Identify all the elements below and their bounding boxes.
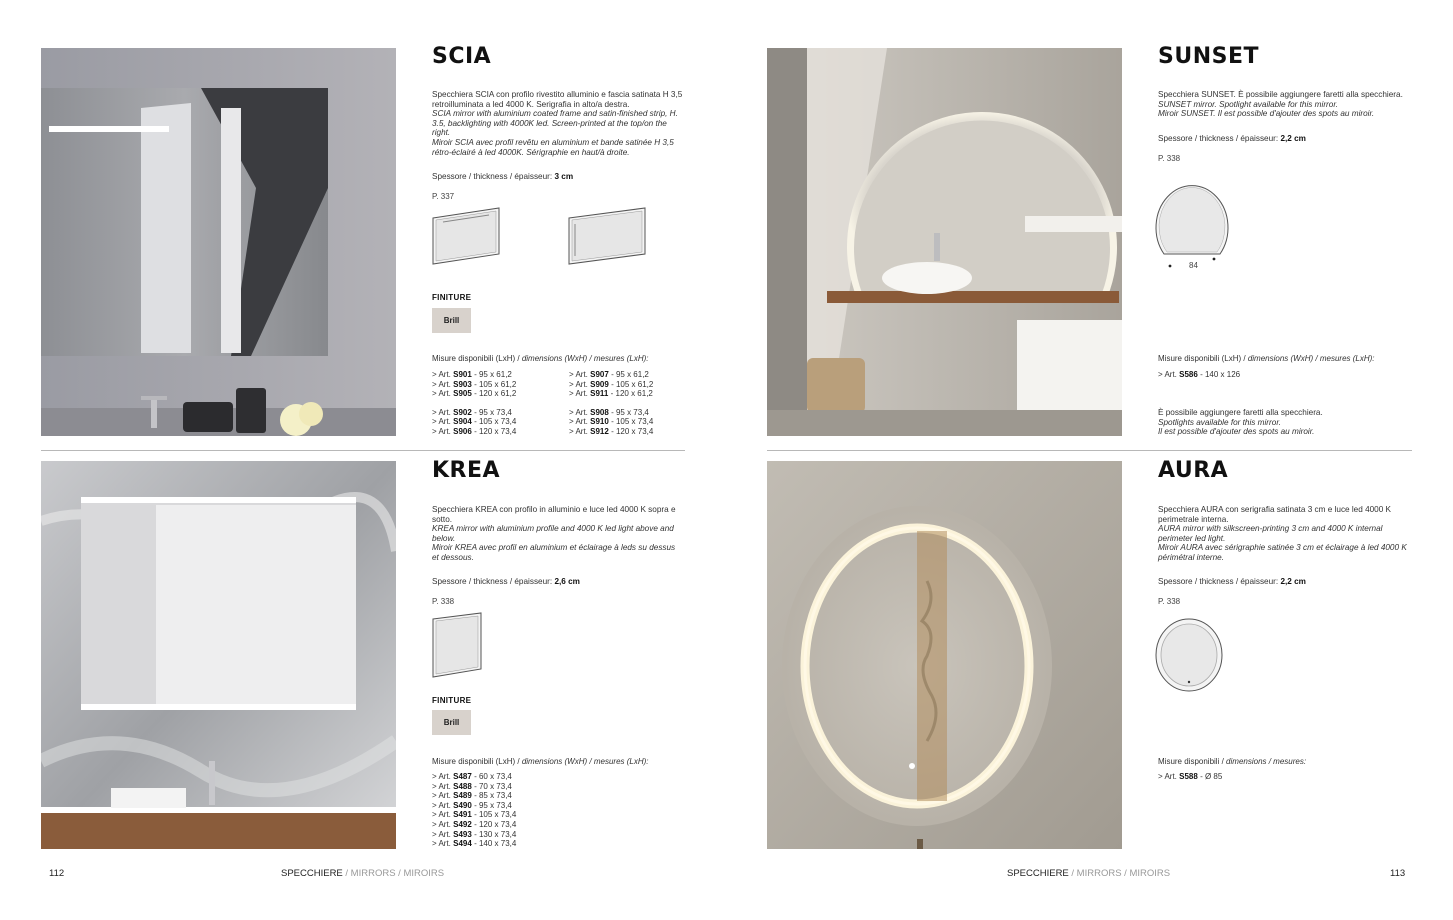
aura-description xyxy=(1158,505,1414,563)
krea-thickness xyxy=(432,577,580,587)
list-item: > Art. S907 - 95 x 61,2 xyxy=(569,370,649,379)
list-item: > Art. S586 - 140 x 126 xyxy=(1158,370,1241,379)
sunset-page-ref: P. 338 xyxy=(1158,154,1181,163)
sunset-thickness xyxy=(1158,134,1306,144)
list-item: > Art. S588 - Ø 85 xyxy=(1158,772,1223,781)
sunset-dimension-label: 84 xyxy=(1189,261,1198,270)
sunset-desc-it: Specchiera SUNSET. È possibile aggiungere faretti alla specchiera. xyxy=(1158,90,1403,99)
list-item: > Art. S912 - 120 x 73,4 xyxy=(569,426,654,436)
scia-photo xyxy=(41,48,396,436)
sunset-desc-en: SUNSET mirror. Spotlight available for this mirror. xyxy=(1158,99,1339,109)
list-item: > Art. S488 - 70 x 73,4 xyxy=(432,781,512,791)
sunset-measures-header xyxy=(1158,354,1375,363)
sunset-drawing xyxy=(1150,174,1232,274)
list-item: > Art. S493 - 130 x 73,4 xyxy=(432,829,517,839)
krea-measures-it: Misure disponibili (LxH) / xyxy=(432,757,520,766)
krea-drawing xyxy=(431,611,485,679)
krea-thickness-label: Spessore / thickness / épaisseur: xyxy=(432,577,553,586)
right-footer-section xyxy=(1007,868,1170,879)
list-item: > Art. S903 - 105 x 61,2 xyxy=(432,379,517,389)
sunset-thickness-value: 2,2 cm xyxy=(1280,134,1306,143)
sunset-note-fr: Il est possible d'ajouter des spots au miroir. xyxy=(1158,427,1315,437)
footer-section-sub: / MIRRORS / MIROIRS xyxy=(1071,868,1171,879)
krea-title: KREA xyxy=(432,458,501,483)
sunset-measures-other: dimensions (WxH) / mesures (LxH): xyxy=(1247,354,1375,363)
krea-measures-header xyxy=(432,757,649,766)
scia-description xyxy=(432,90,684,157)
aura-thickness-value: 2,2 cm xyxy=(1280,577,1306,586)
list-item: > Art. S902 - 95 x 73,4 xyxy=(432,407,512,417)
right-section-divider xyxy=(767,450,1412,451)
aura-thickness xyxy=(1158,577,1306,587)
aura-desc-it: Specchiera AURA con serigrafia satinata 3 cm e luce led 4000 K perimetrale interna. xyxy=(1158,505,1392,524)
list-item: > Art. S491 - 105 x 73,4 xyxy=(432,810,517,820)
list-item: > Art. S909 - 105 x 61,2 xyxy=(569,379,654,389)
list-item: > Art. S494 - 140 x 73,4 xyxy=(432,839,517,849)
aura-thickness-label: Spessore / thickness / épaisseur: xyxy=(1158,577,1279,586)
aura-measures-other: dimensions / mesures: xyxy=(1226,757,1307,766)
krea-thickness-value: 2,6 cm xyxy=(554,577,580,586)
sunset-desc-fr: Miroir SUNSET. Il est possible d'ajouter des spots au miroir. xyxy=(1158,109,1375,119)
krea-finish-swatch: Brill xyxy=(432,710,471,735)
scia-measures-header xyxy=(432,354,649,363)
scia-measures-it: Misure disponibili (LxH) / xyxy=(432,354,520,363)
footer-section-main: SPECCHIERE xyxy=(1007,868,1069,879)
left-section-divider xyxy=(41,450,685,451)
krea-photo xyxy=(41,461,396,849)
scia-desc-it: Specchiera SCIA con profilo rivestito alluminio e fascia satinata H 3,5 retroilluminata a led 4000 K. Serigrafia in alto/a destra. xyxy=(432,90,683,109)
sunset-note-en: Spotlights available for this mirror. xyxy=(1158,417,1282,427)
scia-measures-other: dimensions (WxH) / mesures (LxH): xyxy=(521,354,649,363)
scia-desc-en: SCIA mirror with aluminium coated frame and satin-finished strip, H. 3.5, backlighting with 4000K led. Screen-printed at the top/on the right. xyxy=(432,109,678,138)
scia-finish-swatch: Brill xyxy=(432,308,471,333)
sunset-photo xyxy=(767,48,1122,436)
krea-measures-other: dimensions (WxH) / mesures (LxH): xyxy=(521,757,649,766)
list-item: > Art. S489 - 85 x 73,4 xyxy=(432,791,512,801)
list-item: > Art. S492 - 120 x 73,4 xyxy=(432,819,517,829)
scia-title: SCIA xyxy=(432,44,492,69)
sunset-measures-it: Misure disponibili (LxH) / xyxy=(1158,354,1246,363)
scia-finish-label: FINITURE xyxy=(432,293,472,302)
left-page-number: 112 xyxy=(49,868,65,879)
krea-desc-en: KREA mirror with aluminium profile and 4000 K led light above and below. xyxy=(432,524,674,543)
scia-drawing-2 xyxy=(567,206,649,266)
list-item: > Art. S487 - 60 x 73,4 xyxy=(432,772,512,781)
aura-articles xyxy=(1158,772,1222,782)
footer-section-sub: / MIRRORS / MIROIRS xyxy=(345,868,445,879)
sunset-note-it: È possibile aggiungere faretti alla specchiera. xyxy=(1158,408,1323,417)
scia-thickness-value: 3 cm xyxy=(554,172,574,181)
scia-articles-col2 xyxy=(569,370,653,437)
aura-photo xyxy=(767,461,1122,849)
aura-title: AURA xyxy=(1158,458,1229,483)
left-footer-section xyxy=(281,868,444,879)
scia-articles-col1 xyxy=(432,370,516,437)
list-item: > Art. S906 - 120 x 73,4 xyxy=(432,426,517,436)
krea-finish-label: FINITURE xyxy=(432,696,472,705)
sunset-thickness-label: Spessore / thickness / épaisseur: xyxy=(1158,134,1279,143)
sunset-note xyxy=(1158,408,1418,437)
aura-measures-header xyxy=(1158,757,1306,766)
scia-desc-fr: Miroir SCIA avec profil revêtu en aluminium et bande satinée H 3,5 rétro-éclairé à led 4000K. Sérigraphie en haut/à droite. xyxy=(432,137,674,157)
krea-articles xyxy=(432,772,516,849)
krea-description xyxy=(432,505,684,563)
list-item: > Art. S910 - 105 x 73,4 xyxy=(569,417,654,427)
scia-thickness-label: Spessore / thickness / épaisseur: xyxy=(432,172,553,181)
aura-page-ref: P. 338 xyxy=(1158,597,1181,606)
aura-desc-en: AURA mirror with silkscreen-printing 3 cm and 4000 K internal perimeter led light. xyxy=(1158,524,1383,543)
aura-desc-fr: Miroir AURA avec sérigraphie satinée 3 cm et éclairage à led 4000 K périmétral interne. xyxy=(1158,543,1407,562)
sunset-title: SUNSET xyxy=(1158,44,1260,69)
right-page-number: 113 xyxy=(1390,868,1406,879)
list-item: > Art. S908 - 95 x 73,4 xyxy=(569,407,649,417)
footer-section-main: SPECCHIERE xyxy=(281,868,343,879)
list-item: > Art. S905 - 120 x 61,2 xyxy=(432,389,517,399)
sunset-articles xyxy=(1158,370,1240,380)
aura-measures-it: Misure disponibili / xyxy=(1158,757,1224,766)
list-item: > Art. S490 - 95 x 73,4 xyxy=(432,800,512,810)
sunset-description xyxy=(1158,90,1418,119)
scia-drawing-1 xyxy=(431,206,503,266)
list-item: > Art. S904 - 105 x 73,4 xyxy=(432,417,517,427)
list-item: > Art. S911 - 120 x 61,2 xyxy=(569,389,653,399)
aura-drawing xyxy=(1152,616,1226,694)
scia-thickness xyxy=(432,172,573,182)
list-item: > Art. S901 - 95 x 61,2 xyxy=(432,370,512,379)
krea-desc-fr: Miroir KREA avec profil en aluminium et éclairage à leds su dessus et dessous. xyxy=(432,543,676,562)
scia-page-ref: P. 337 xyxy=(432,192,455,201)
krea-page-ref: P. 338 xyxy=(432,597,455,606)
krea-desc-it: Specchiera KREA con profilo in alluminio e luce led 4000 K sopra e sotto. xyxy=(432,505,676,524)
